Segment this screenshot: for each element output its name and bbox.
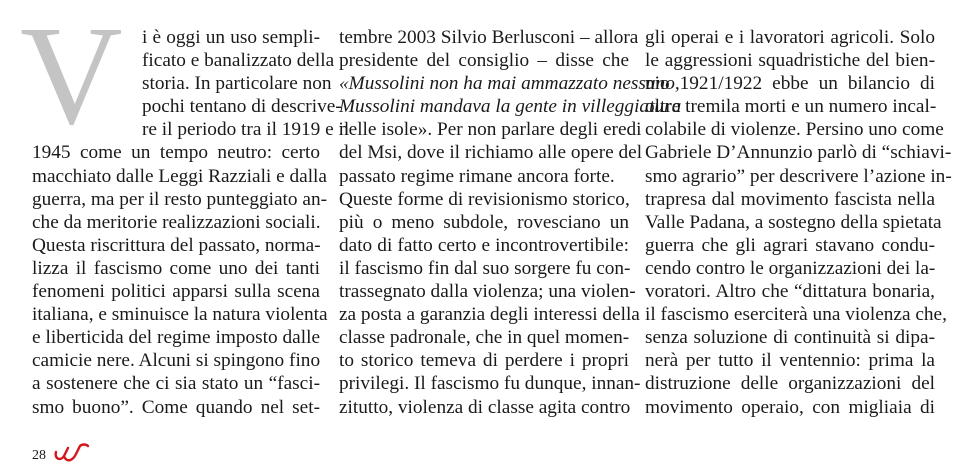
text-line: nerà per tutto il ventennio: prima la (645, 350, 935, 372)
text-line: classe padronale, che in quel momen- (339, 327, 630, 349)
text-line: fenomeni politici apparsi sulla scena (32, 281, 320, 303)
text-line: che da meritorie realizzazioni sociali. (32, 211, 321, 233)
text-line: senza soluzione di continuità si dipa- (645, 327, 935, 349)
text-line: dato di fatto certo e incontrovertibile: (339, 234, 629, 256)
text-line: zitutto, violenza di classe agita contro (339, 396, 631, 418)
quote-line: Mussolini mandava la gente in villeggiatura (339, 96, 682, 118)
text-line: trassegnato dalla violenza; una violen- (339, 281, 636, 303)
text-line: il fascismo eserciterà una violenza che, (645, 304, 947, 326)
text-line: smo buono”. Come quando nel set- (32, 396, 320, 418)
text-line: più o meno subdole, rovesciano un (339, 211, 629, 233)
text-line: voratori. Altro che “dittatura bonaria, (645, 281, 935, 303)
text-line: Valle Padana, a sostegno della spietata (645, 211, 942, 233)
text-line: i è oggi un uso sempli- (142, 27, 320, 48)
text-line: privilegi. Il fascismo fu dunque, innan- (339, 373, 641, 395)
text-line: 1945 come un tempo neutro: certo (32, 142, 320, 164)
text-line: lizza il fascismo come uno dei tanti (32, 257, 320, 279)
text-line: guerra, ma per il resto punteggiato an- (32, 188, 327, 210)
text-line: smo agrario” per descrivere l’azione in- (645, 165, 952, 187)
text-line: distruzione delle organizzazioni del (645, 373, 935, 395)
text-line: camicie nere. Alcuni si spingono fino (32, 350, 321, 372)
drop-cap-letter: V (20, 0, 123, 154)
text-line: re il periodo tra il 1919 e il (142, 119, 350, 141)
text-column-2 (339, 26, 682, 419)
page-number: 28 (32, 448, 46, 463)
text-column-1 (32, 26, 350, 419)
text-line: nio 1921/1922 ebbe un bilancio di (645, 73, 935, 95)
text-line: italiana, e sminuisce la natura violenta (32, 304, 328, 326)
text-line: guerra che gli agrari stavano condu- (645, 234, 935, 256)
text-line: tembre 2003 Silvio Berlusconi – allora (339, 27, 639, 48)
quote-line: «Mussolini non ha mai ammazzato nessuno, (339, 73, 680, 95)
text-line: Gabriele D’Annunzio parlò di “schiavi- (645, 142, 952, 164)
text-line: il fascismo fin dal suo sorgere fu con- (339, 257, 631, 279)
text-line: movimento operaio, con migliaia di (645, 396, 935, 418)
text-line: to storico temeva di perdere i propri (339, 350, 629, 372)
text-line: Questa riscrittura del passato, norma- (32, 234, 321, 256)
text-line: le aggressioni squadristiche del bien- (645, 50, 935, 72)
text-line: storia. In particolare non (142, 73, 332, 95)
text-line: trapresa dal movimento fascista nella (645, 188, 935, 210)
text-line: gli operai e i lavoratori agricoli. Solo (645, 27, 935, 48)
text-line: a sostenere che ci sia stato un “fasci- (32, 373, 320, 395)
text-line: colabile di violenze. Persino uno come (645, 119, 944, 141)
text-line: ficato e banalizzato della (142, 50, 335, 72)
text-line: macchiato dalle Leggi Razziali e dalla (32, 165, 327, 187)
text-column-3 (645, 26, 952, 419)
text-line: del Msi, dove il richiamo alle opere del (339, 142, 643, 164)
text-line: pochi tentano di descrive- (142, 96, 342, 118)
text-line: presidente del consiglio – disse che (339, 50, 629, 72)
text-line: nelle isole». Per non parlare degli eredi (339, 119, 642, 141)
text-line: Queste forme di revisionismo storico, (339, 188, 630, 210)
text-line: za posta a garanzia degli interessi della (339, 304, 640, 326)
magazine-logo-icon (52, 442, 92, 466)
text-line: passato regime rimane ancora forte. (339, 165, 615, 187)
text-line: oltre tremila morti e un numero incal- (645, 96, 937, 118)
text-line: cendo contro le organizzazioni dei la- (645, 257, 936, 279)
text-line: e liberticida del regime imposto dalle (32, 327, 320, 349)
